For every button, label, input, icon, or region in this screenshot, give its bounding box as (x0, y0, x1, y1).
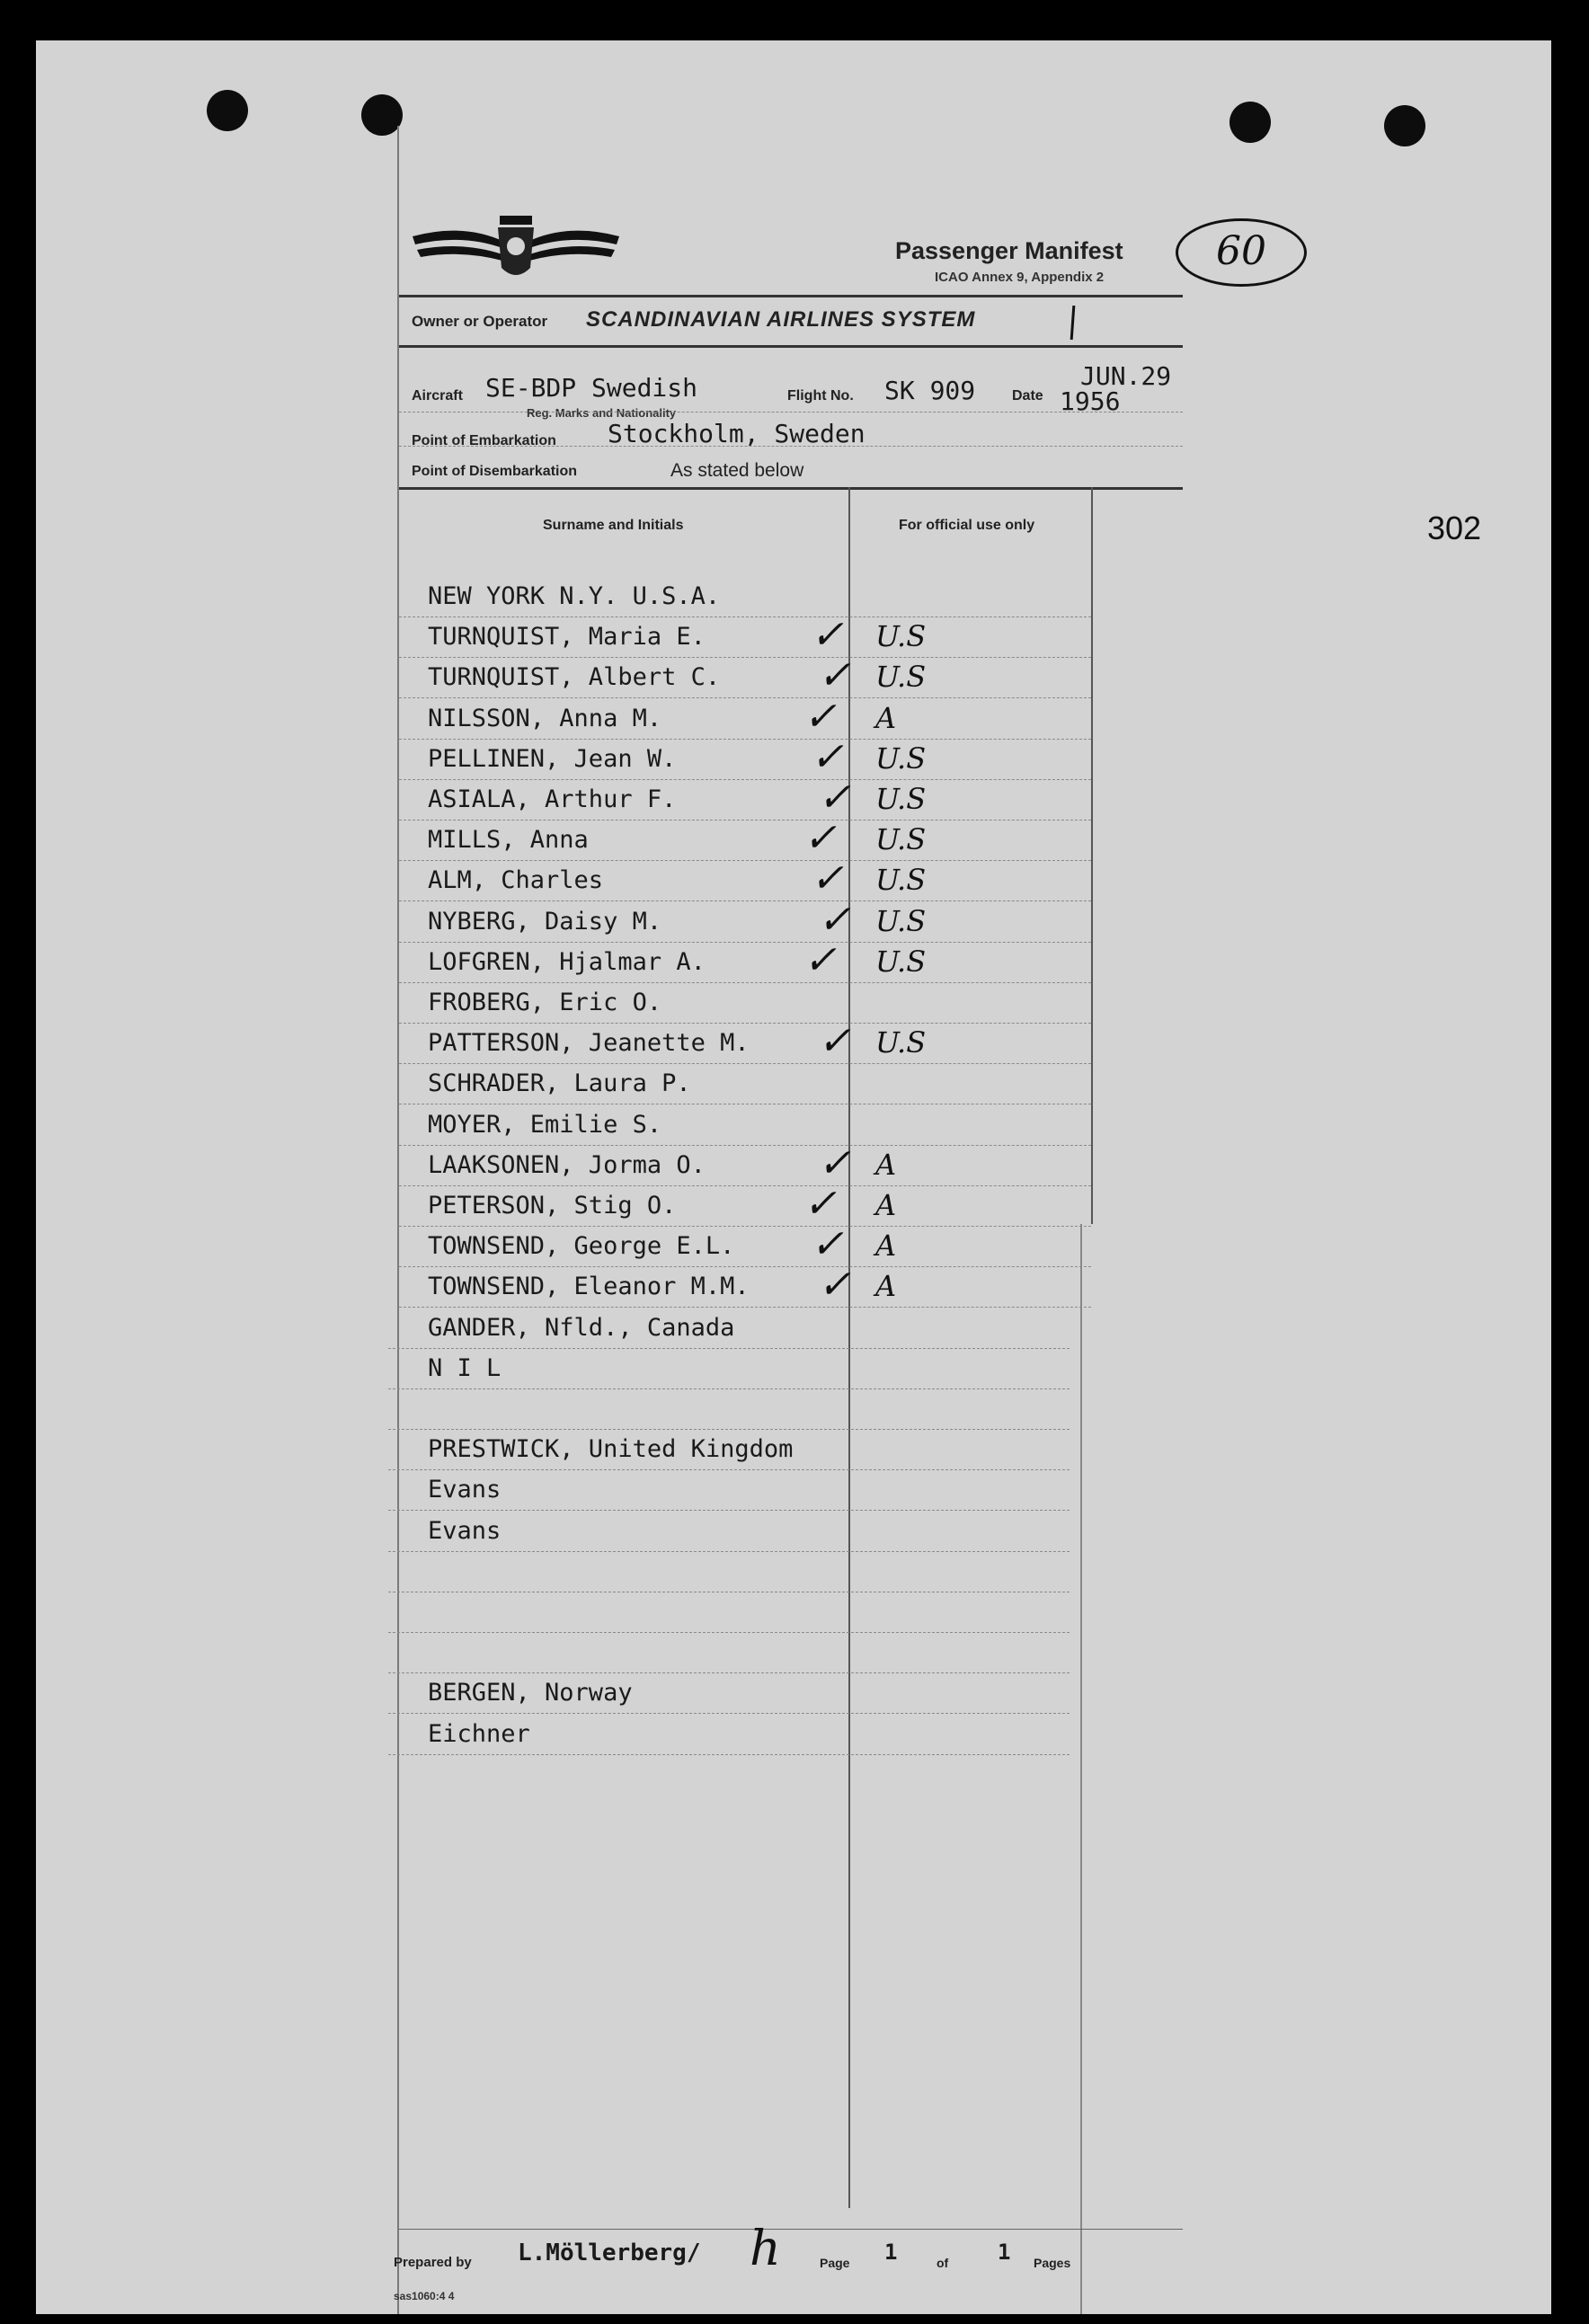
page-label: Page (820, 2256, 850, 2270)
row-rule (388, 1429, 1070, 1430)
check-mark-icon: ✓ (811, 856, 844, 902)
row-rule (399, 1145, 1091, 1146)
punch-hole (1229, 102, 1271, 143)
table-row: Eichner (428, 1719, 530, 1748)
official-mark: U.S (875, 944, 927, 979)
check-mark-icon: ✓ (811, 1221, 844, 1268)
table-row: SCHRADER, Laura P. (428, 1069, 691, 1098)
row-rule (388, 1672, 1070, 1673)
table-row: PETERSON, Stig O. (428, 1192, 677, 1220)
table-row: LOFGREN, Hjalmar A. (428, 947, 706, 976)
pages-value: 1 (998, 2240, 1011, 2265)
official-mark: A (875, 1229, 897, 1264)
row-rule (388, 1632, 1070, 1633)
official-mark: U.S (875, 619, 927, 654)
reg-marks-note: Reg. Marks and Nationality (527, 406, 677, 420)
col-header-surname: Surname and Initials (543, 518, 684, 533)
table-row: TURNQUIST, Albert C. (428, 663, 721, 692)
row-rule (399, 739, 1091, 740)
disembarkation-value: As stated below (670, 460, 804, 481)
table-row: BERGEN, Norway (428, 1679, 633, 1708)
row-rule (388, 1510, 1070, 1511)
official-mark: U.S (875, 822, 927, 857)
official-mark: A (875, 1147, 897, 1182)
date-value-top: JUN.29 (1080, 361, 1172, 391)
page-value: 1 (884, 2240, 898, 2265)
col-header-official: For official use only (899, 518, 1035, 533)
table-row: PATTERSON, Jeanette M. (428, 1029, 750, 1058)
pages-label: Pages (1034, 2256, 1071, 2270)
sas-logo-emblem (408, 205, 624, 286)
row-rule (388, 1551, 1070, 1552)
official-mark: U.S (875, 741, 927, 776)
row-rule (388, 1469, 1070, 1470)
check-mark-icon: ✓ (818, 652, 851, 699)
embarkation-value: Stockholm, Sweden (608, 419, 866, 448)
punch-hole (207, 90, 248, 131)
form-subtitle: ICAO Annex 9, Appendix 2 (935, 270, 1105, 285)
official-mark: U.S (875, 660, 927, 695)
flight-label: Flight No. (787, 388, 854, 404)
aircraft-label: Aircraft (412, 388, 463, 404)
row-rule (399, 1226, 1091, 1227)
official-mark: U.S (875, 782, 927, 816)
official-mark: U.S (875, 863, 927, 898)
table-row: NILSSON, Anna M. (428, 704, 662, 732)
prepared-by-value: L.Möllerberg/ (518, 2240, 701, 2266)
date-label: Date (1012, 388, 1043, 404)
check-mark-icon: ✓ (818, 1140, 851, 1186)
official-mark: A (875, 1188, 897, 1222)
row-rule (399, 942, 1091, 943)
row-rule (399, 900, 1091, 901)
table-row: TOWNSEND, George E.L. (428, 1232, 735, 1261)
check-mark-icon: ✓ (803, 693, 837, 740)
circled-number: 60 (1176, 218, 1307, 287)
table-row: MOYER, Emilie S. (428, 1110, 662, 1139)
table-row: MILLS, Anna (428, 826, 589, 855)
manifest-page (36, 40, 1551, 2314)
table-row: Evans (428, 1476, 502, 1504)
row-rule (399, 697, 1091, 698)
check-mark-icon: ✓ (803, 936, 837, 983)
table-row: TURNQUIST, Maria E. (428, 623, 706, 652)
row-rule (399, 657, 1091, 658)
table-row: TOWNSEND, Eleanor M.M. (428, 1273, 750, 1301)
form-title: Passenger Manifest (895, 237, 1123, 264)
date-value-bottom: 1956 (1060, 386, 1121, 416)
table-row: N I L (428, 1353, 502, 1382)
aircraft-value: SE-BDP Swedish (485, 373, 698, 403)
table-row: PELLINEN, Jean W. (428, 744, 677, 773)
table-row: Evans (428, 1516, 502, 1545)
disembarkation-label: Point of Disembarkation (412, 464, 578, 479)
prepared-by-label: Prepared by (394, 2255, 472, 2270)
row-rule (399, 1266, 1091, 1267)
row-rule (399, 1023, 1091, 1024)
owner-value: SCANDINAVIAN AIRLINES SYSTEM (586, 307, 976, 332)
table-row: LAAKSONEN, Jorma O. (428, 1150, 706, 1179)
owner-label: Owner or Operator (412, 313, 548, 330)
check-mark-icon: ✓ (818, 1018, 851, 1065)
flight-value: SK 909 (884, 376, 976, 405)
table-row: NYBERG, Daisy M. (428, 907, 662, 936)
page-number: 302 (1427, 510, 1482, 546)
row-rule (388, 1348, 1070, 1349)
of-label: of (937, 2256, 949, 2270)
check-mark-icon: ✓ (803, 1181, 837, 1227)
table-row: GANDER, Nfld., Canada (428, 1313, 735, 1342)
row-rule (399, 860, 1091, 861)
check-mark-icon: ✓ (818, 1262, 851, 1308)
row-rule (399, 779, 1091, 780)
row-rule (399, 616, 1091, 617)
check-mark-icon: ✓ (811, 733, 844, 780)
punch-hole (1384, 105, 1425, 146)
row-rule (388, 1754, 1070, 1755)
table-row: NEW YORK N.Y. U.S.A. (428, 582, 721, 610)
table-row: FROBERG, Eric O. (428, 989, 662, 1016)
check-mark-icon: ✓ (803, 815, 837, 862)
row-rule (399, 982, 1091, 983)
check-mark-icon: ✓ (811, 612, 844, 659)
official-mark: U.S (875, 903, 927, 938)
row-rule (399, 1185, 1091, 1186)
manifest-form (394, 126, 1183, 2314)
official-mark: A (875, 700, 897, 735)
official-mark: U.S (875, 1025, 927, 1060)
check-mark-icon: ✓ (818, 896, 851, 943)
row-rule (399, 1063, 1091, 1064)
row-rule (399, 1307, 1091, 1308)
row-rule (388, 1713, 1070, 1714)
table-row: PRESTWICK, United Kingdom (428, 1435, 794, 1464)
form-code: sas1060:4 4 (394, 2290, 455, 2302)
table-row: ASIALA, Arthur F. (428, 785, 677, 813)
row-rule (388, 1388, 1070, 1389)
official-mark: A (875, 1269, 897, 1304)
table-row: ALM, Charles (428, 866, 604, 895)
embarkation-label: Point of Embarkation (412, 433, 556, 448)
signature-initials: ℎ (750, 2220, 781, 2276)
check-mark-icon: ✓ (818, 775, 851, 820)
